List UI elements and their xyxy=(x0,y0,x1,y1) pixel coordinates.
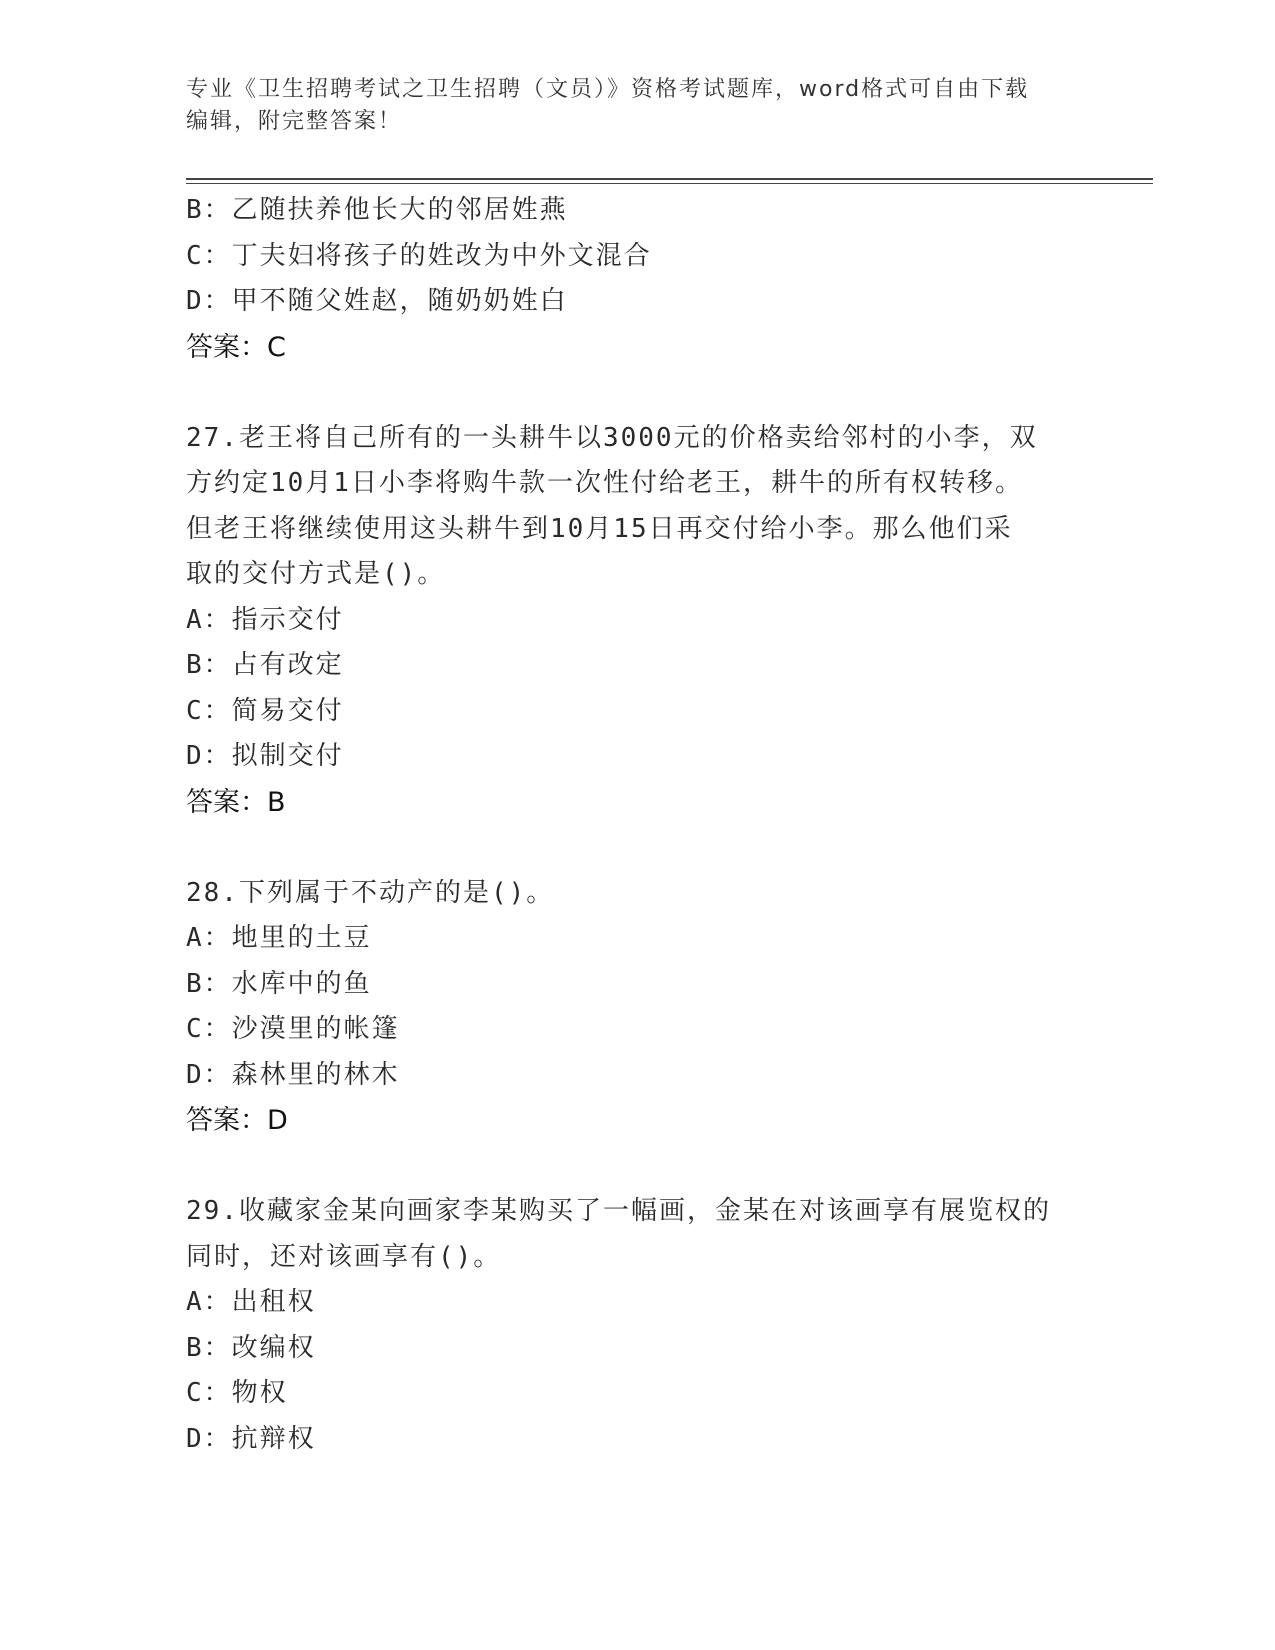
option-b: B：占有改定 xyxy=(186,650,344,680)
option-c: C：沙漠里的帐篷 xyxy=(186,1014,400,1044)
option-d: D：森林里的林木 xyxy=(186,1059,400,1090)
option-b: B：改编权 xyxy=(186,1332,316,1363)
question-stem: 但老王将继续使用这头耕牛到10月15日再交付给小李。那么他们采 xyxy=(186,513,1013,544)
question-29 xyxy=(186,1189,1086,1462)
answer: 答案：B xyxy=(186,786,286,818)
option-a: A：地里的土豆 xyxy=(186,923,372,953)
header-line-1: 专业《卫生招聘考试之卫生招聘（文员）》资格考试题库，word格式可自由下载 xyxy=(186,77,1030,102)
question-26 xyxy=(186,188,1086,370)
option-b: B：水库中的鱼 xyxy=(186,968,372,999)
spacer xyxy=(186,825,1086,871)
option-c: C：简易交付 xyxy=(186,695,344,726)
question-27 xyxy=(186,416,1086,826)
spacer xyxy=(186,1144,1086,1190)
header-line-2: 编辑，附完整答案！ xyxy=(186,109,403,134)
question-stem: 方约定10月1日小李将购牛款一次性付给老王，耕牛的所有权转移。 xyxy=(186,468,1023,498)
option-c: C：丁夫妇将孩子的姓改为中外文混合 xyxy=(186,240,652,271)
question-stem: 28.下列属于不动产的是()。 xyxy=(186,877,555,908)
option-d: D：甲不随父姓赵，随奶奶姓白 xyxy=(186,286,568,316)
option-b: B：乙随扶养他长大的邻居姓燕 xyxy=(186,195,568,225)
option-c: C：物权 xyxy=(186,1378,288,1408)
option-d: D：抗辩权 xyxy=(186,1423,316,1454)
document-header xyxy=(186,74,1066,138)
question-28 xyxy=(186,871,1086,1144)
question-stem: 27.老王将自己所有的一头耕牛以3000元的价格卖给邻村的小李，双 xyxy=(186,422,1038,453)
question-stem: 同时，还对该画享有()。 xyxy=(186,1241,502,1272)
question-stem: 取的交付方式是()。 xyxy=(186,559,446,589)
question-stem: 29.收藏家金某向画家李某购买了一幅画，金某在对该画享有展览权的 xyxy=(186,1196,1051,1226)
answer: 答案：D xyxy=(186,1105,288,1136)
header-divider-thin xyxy=(186,183,1153,184)
option-a: A：出租权 xyxy=(186,1287,316,1317)
header-divider-thick xyxy=(186,178,1153,180)
option-d: D：拟制交付 xyxy=(186,741,344,771)
question-list xyxy=(186,188,1086,1462)
spacer xyxy=(186,370,1086,416)
option-a: A：指示交付 xyxy=(186,604,344,635)
answer: 答案：C xyxy=(186,331,286,363)
